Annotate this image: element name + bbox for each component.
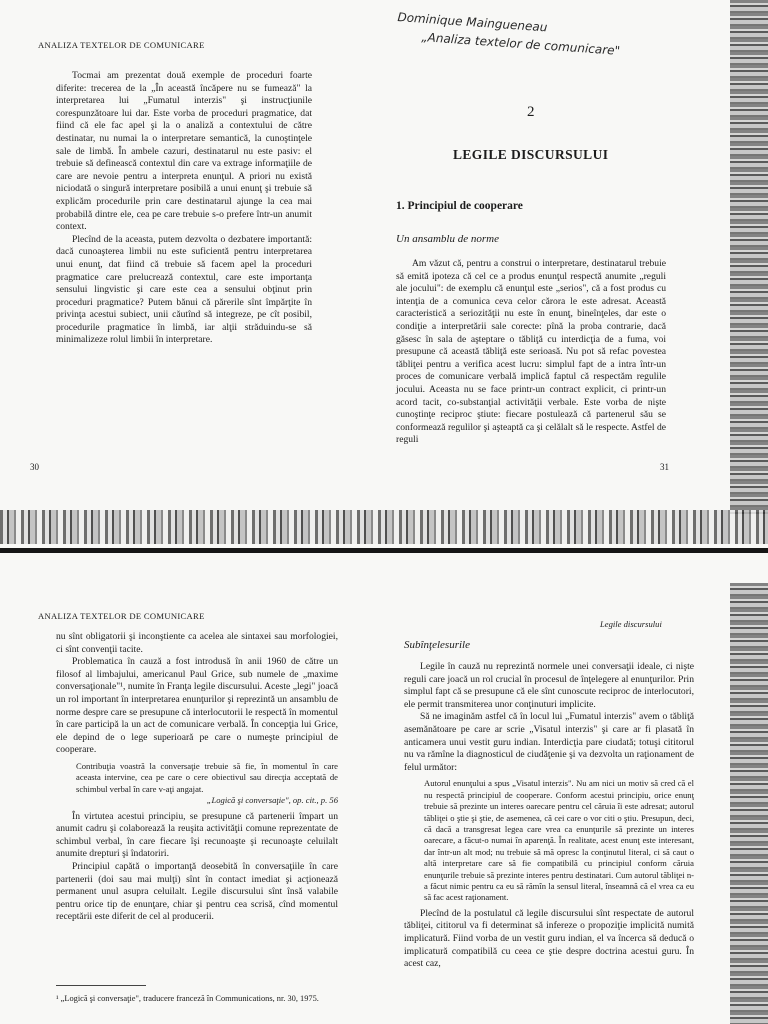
quote-text: Autorul enunţului a spus „Visatul interzis". Nu am nici un motiv să cred că el nu respectă principiul de cooperare. Conform acestui principiu, orice enunţ trebuie să prezinte un interes oarecare pentru cel căruia îi este adresat; autorul tăbliţei o ştie şi ştie, de asemenea, că cei care o vor citi o ştiu. Presupun, deci, că dacă a transgresat legea care vrea ca enunţurile să prezinte un interes oarecare, a făcut-o numai în aparenţă. În realitate, acest enunţ este interesant, dar într-un alt mod; nu trebuie să mă opresc la conţinutul literal, ci să caut o altă interpretare care să fie compatibilă cu principiul conform căruia enunţurile trebuie să prezinte interes pentru destinatari. Cum autorul tăbliţei n-a făcut nimic pentru ca eu să rămîn la sensul literal, înseamnă că el vrea ca eu să fac acest raţionament. <box>424 778 694 903</box>
footnote-rule <box>56 985 146 986</box>
right-page-body <box>404 661 694 971</box>
left-page-body <box>56 631 338 924</box>
paragraph: Plecînd de la aceasta, putem dezvolta o dezbatere importantă: dacă cunoaşterea limbii nu este suficientă pentru interpretarea unui enunţ, dat fiind că trebuie să facem apel la proceduri pragmatice care prelucrează contextul, care este importanţa sensului lingvistic şi care este cea a sensului obţinut prin proceduri pragmatice? Putem bănui că părerile sînt împărţite în privinţa acestui subiect, unii căutînd să integreze, pe cît posibil, procedurile pragmatice în limbă, iar alţii străduindu-se să minimalizeze rolul limbii în interpretare. <box>56 233 312 346</box>
quote-text: Contribuţia voastră la conversaţie trebuie să fie, în momentul în care aceasta intervine, cea pe care o cere obiectivul sau direcţia acceptată de schimbul verbal în care v-aţi angajat. <box>76 760 338 794</box>
handwritten-note-title: „Analiza textelor de comunicare" <box>421 30 621 58</box>
block-quote <box>424 778 694 903</box>
block-quote <box>76 761 338 807</box>
subsection-title: Un ansamblu de norme <box>396 233 499 245</box>
bottom-spread-scan <box>0 553 768 1024</box>
scan-edge-shadow <box>730 0 768 514</box>
chapter-number: 2 <box>527 104 535 120</box>
footnote: ¹ „Logică şi conversaţie", traducere franceză în Communications, nr. 30, 1975. <box>56 994 319 1003</box>
running-head-right: Legile discursului <box>600 619 662 629</box>
paragraph: Am văzut că, pentru a construi o interpretare, destinatarul trebuie să emită ipoteza că cel ce a produs enunţul respectă anumite „reguli ale jocului": de exemplu că enunţul este „serios", că a fost produs cu intenţia de a comunica ceva celor cărora le este adresat. Această caracteristică a seriozităţii nu este în enunţ, bineînţeles, dar este o condiţie a interpretării sale corecte: pînă la proba contrarie, dacă găsesc în sala de aşteptare o tăbliţă cu interdicţia de a fuma, voi presupune că această tăbliţă este serioasă. Nu pot să refac povestea tăbliţei pentru a verifica acest lucru: simplul fapt de a intra într-un proces de comunicare verbală implică faptul că respectăm regulile jocului. Aceasta nu se face printr-un contract explicit, ci printr-un acord tacit, co-substanţial activităţii verbale. Este vorba de nişte cunoştinţe reciproc ştiute: fiecare postulează că partenerul său se conformează regulilor şi aşteaptă ca şi celălalt să le respecte. Astfel de reguli <box>396 258 666 446</box>
handwritten-note-author: Dominique Maingueneau <box>397 10 548 35</box>
paragraph: Legile în cauză nu reprezintă normele unei conversaţii ideale, ci nişte reguli care joacă un rol crucial în procesul de înţelegere al enunţurilor. Prin simplul fapt că se presupune că ele sînt cunoscute reciproc de interlocutori, ele permit transmiterea unor conţinuturi implicite. <box>404 661 694 710</box>
paragraph: În virtutea acestui principiu, se presupune că partenerii împart un anumit cadru şi colaborează la reuşita activităţii comune reprezentate de schimbul verbal, în care fiecare îşi recunoaşte şi recunoaşte celuilalt anumite drepturi şi îndatoriri. <box>56 810 338 860</box>
page-number-left: 30 <box>30 462 39 472</box>
paragraph: nu sînt obligatorii şi inconştiente ca acelea ale sintaxei sau morfologiei, ci sînt convenţii tacite. <box>56 631 338 655</box>
quote-source: „Logică şi conversaţie", op. cit., p. 56 <box>206 795 338 806</box>
chapter-title: LEGILE DISCURSULUI <box>453 147 609 162</box>
page-number-right: 31 <box>660 462 669 472</box>
paragraph: Principiul capătă o importanţă deosebită în conversaţiile în care partenerii (doi sau mai mulţi) sînt în contact imediat şi acţionează permanent unul asupra celuilalt. Legile discursului sînt însă valabile pentru orice tip de enunţare, chiar şi pentru cea scrisă, cînd momentul receptării este diferit de cel al producerii. <box>56 860 338 923</box>
scan-edge-shadow <box>730 583 768 1024</box>
left-page-body <box>56 70 312 347</box>
scan-bottom-shadow <box>0 510 768 544</box>
running-head-left: ANALIZA TEXTELOR DE COMUNICARE <box>38 611 205 621</box>
section-title: 1. Principiul de cooperare <box>396 200 523 212</box>
paragraph: Problematica în cauză a fost introdusă în anii 1960 de către un filosof al limbajului, americanul Paul Grice, sub numele de „maxime conversaţionale"¹, numite în Franţa legile discursului. Aceste „legi" joacă un rol important în interpretarea enunţurilor şi reprezintă un ansamblu de norme despre care se presupune că interlocutorii le respectă în momentul în care participă la un act de comunicare verbală. În concepţia lui Grice, ele depind de o lege superioară pe care o numeşte principiul de cooperare. <box>56 656 338 756</box>
paragraph: Tocmai am prezentat două exemple de proceduri foarte diferite: trecerea de la „În această încăpere nu se fumează" la interpretarea lui „Fumatul interzis" şi instrucţiunile corespunzătoare lui dar. Este vorba de proceduri pragmatice, dat fiind că ele fac apel şi la o analiză a contextului de către destinatar, nu numai la o interpretare semantică, la cunoştinţele sale de limbă. În ambele cazuri, destinatarul nu este pasiv: el trebuie să definească contextul din care va extrage informaţiile de care are nevoie pentru a interpreta enunţul. A priori nu există niciodată o singură interpretare posibilă a unui enunţ şi trebuie să explicăm procedurile prin care destinatarul ajunge la cea mai probabilă dintre ele, cea pe care trebuie s-o prefere într-un anumit context. <box>56 70 312 233</box>
paragraph: Să ne imaginăm astfel că în locul lui „Fumatul interzis" avem o tăbliţă asemănătoare pe care ar scrie „Visatul interzis" şi care ar fi plasată în anticamera unui vestit guru indian. Interdicţia pare ciudată; totuşi cititorul nu va rămîne la diagnosticul de ciudăţenie şi va dezvolta un raţionament de felul următor: <box>404 711 694 773</box>
right-page-body <box>396 258 666 447</box>
subsection-title: Subînţelesurile <box>404 639 470 651</box>
running-head-left: ANALIZA TEXTELOR DE COMUNICARE <box>38 40 205 50</box>
paragraph: Plecînd de la postulatul că legile discursului sînt respectate de autorul tăbliţei, cititorul va fi determinat să infereze o propoziţie implicită numită implicatură. Fiind vorba de un vestit guru indian, el va încerca să deducă o implicatură compatibilă cu ceea ce ştie despre doctrina acestui guru. În acest caz, <box>404 907 694 970</box>
